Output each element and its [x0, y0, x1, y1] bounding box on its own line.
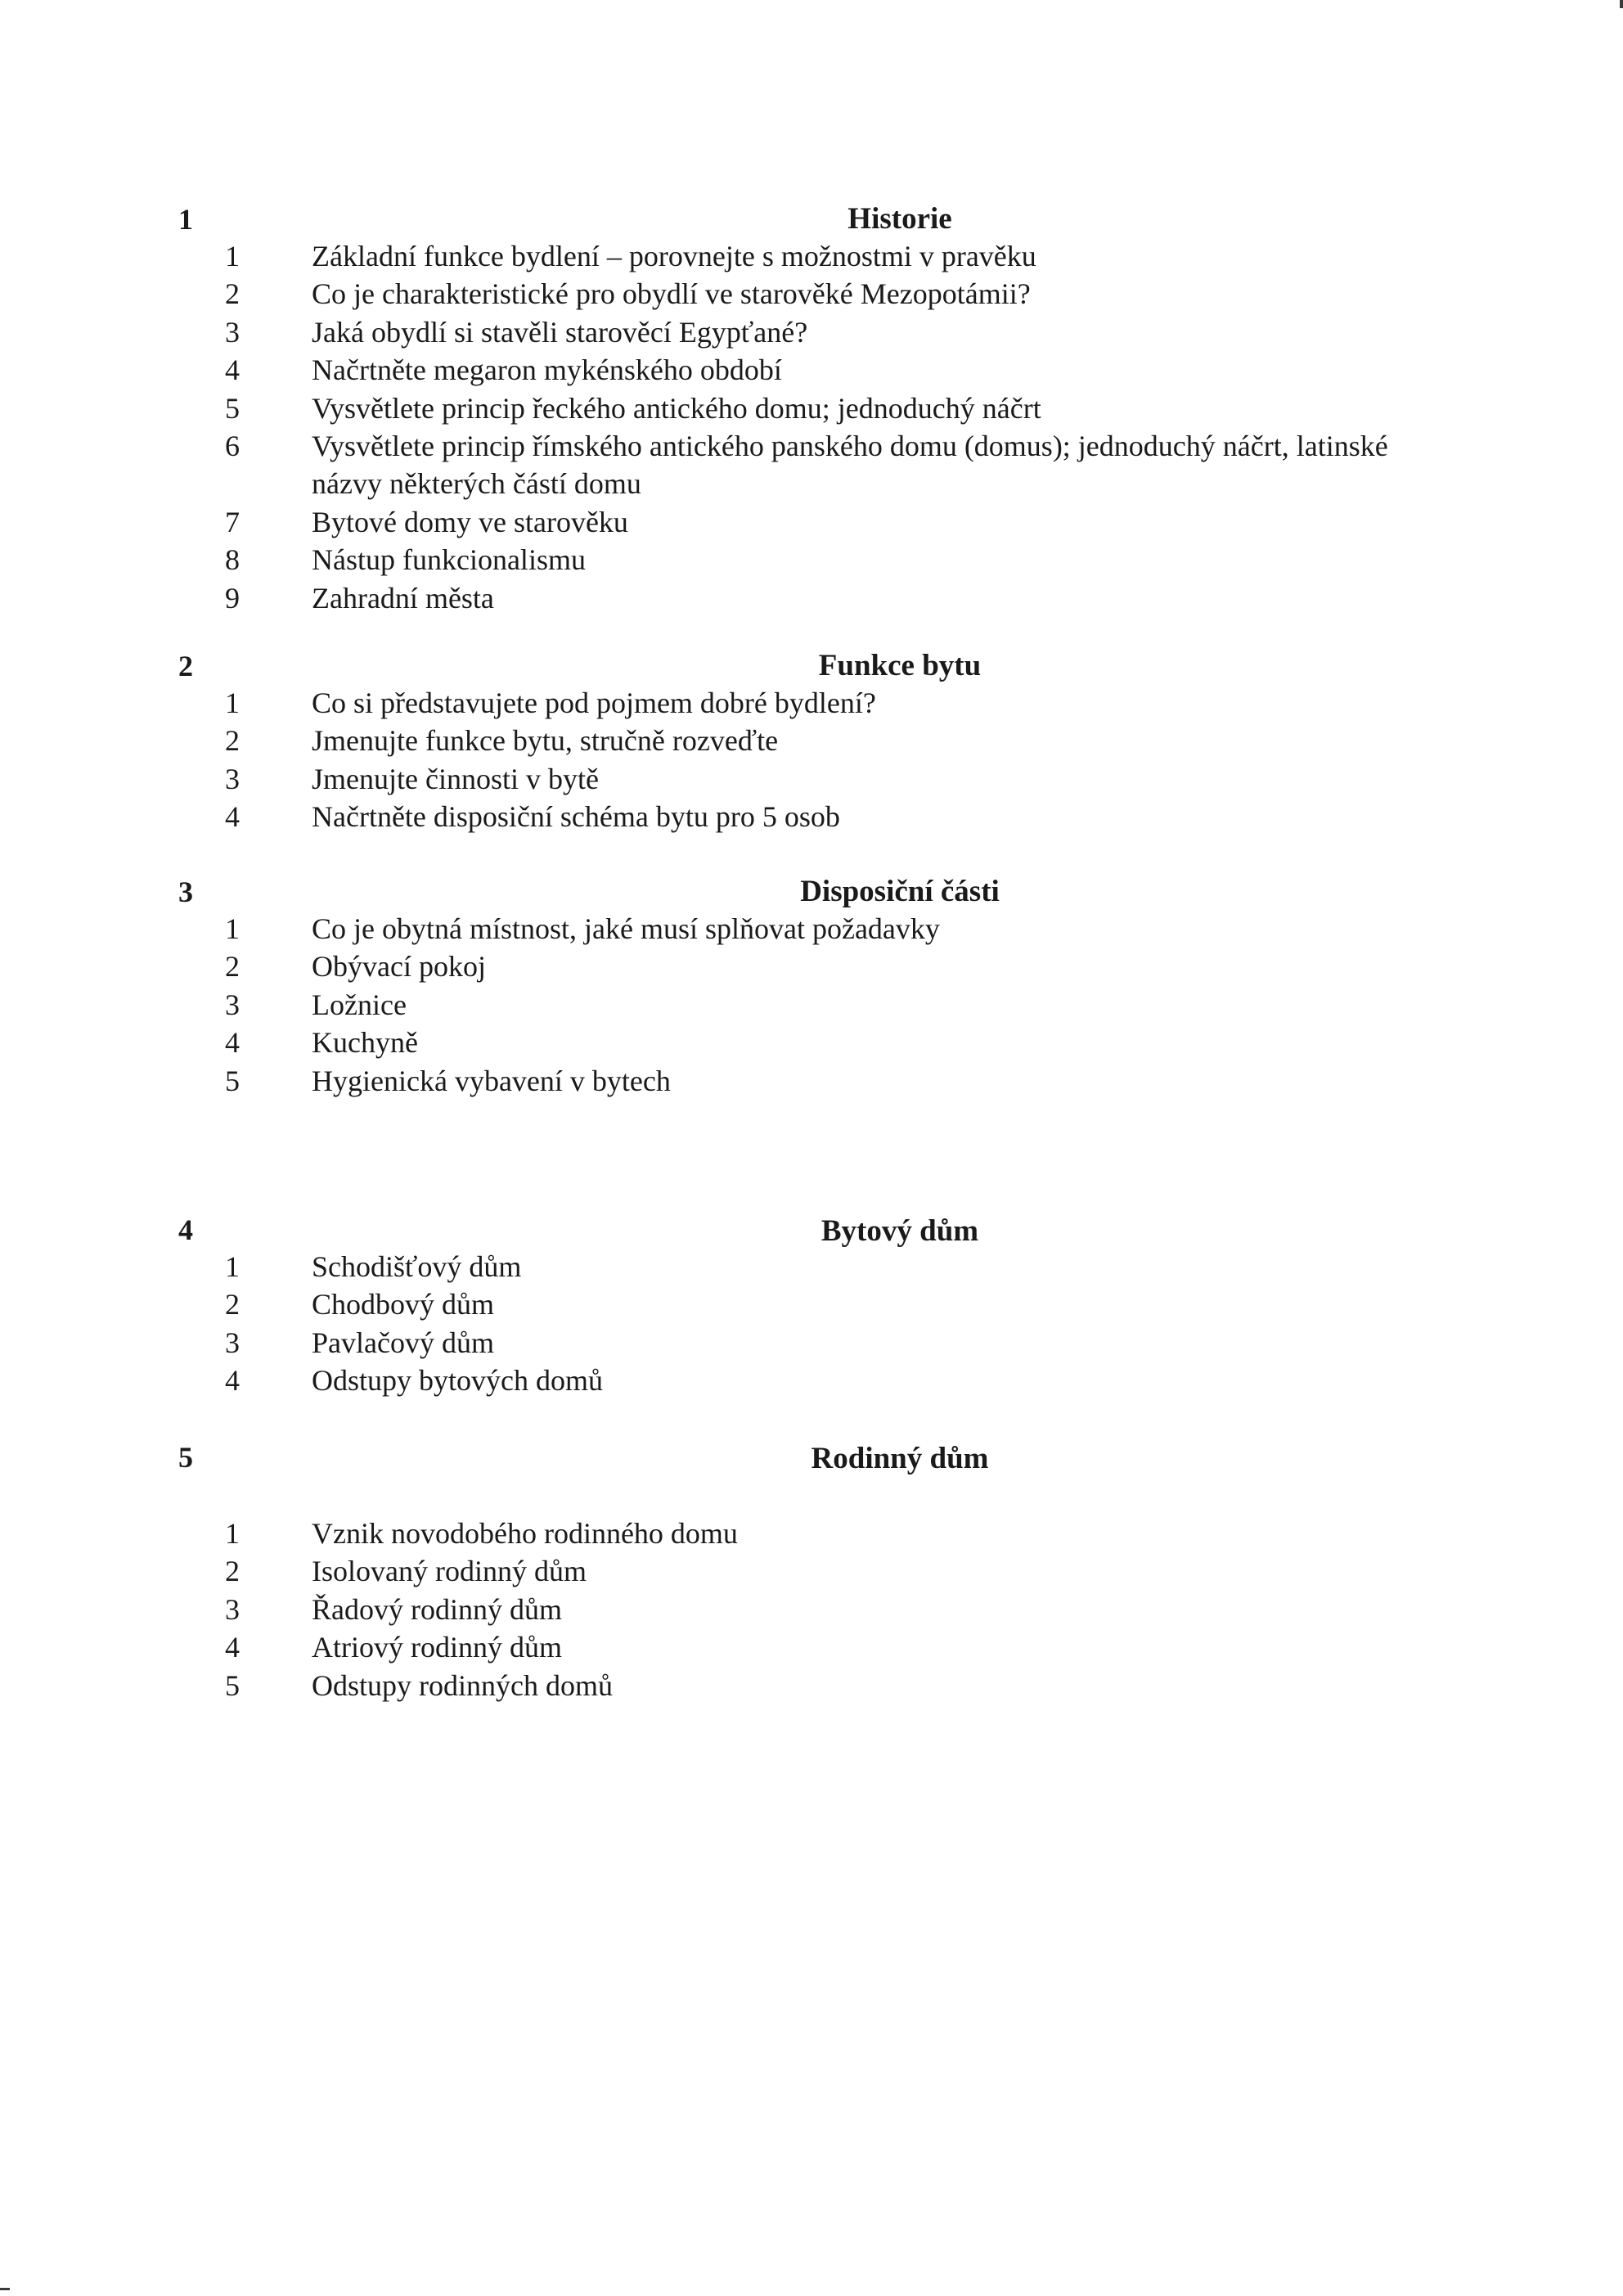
list-item	[0, 1248, 1623, 1285]
item-number: 4	[225, 1364, 240, 1398]
item-text: Isolovaný rodinný dům	[312, 1555, 587, 1588]
list-item	[0, 986, 1623, 1024]
list-item	[0, 1591, 1623, 1628]
list-item	[0, 503, 1623, 541]
list-item	[0, 1552, 1623, 1590]
item-number: 4	[225, 800, 240, 834]
item-number: 5	[225, 1064, 240, 1097]
list-item	[0, 910, 1623, 948]
item-text: Bytové domy ve starověku	[312, 505, 628, 538]
section-number: 1	[178, 203, 193, 236]
item-text: Nástup funkcionalismu	[312, 543, 586, 577]
item-number: 3	[225, 762, 240, 795]
section-title: Historie	[847, 202, 952, 236]
item-number: 1	[225, 240, 240, 272]
list-item	[0, 1285, 1623, 1323]
item-text: Odstupy rodinných domů	[312, 1668, 613, 1702]
item-list	[0, 910, 1623, 1100]
item-text: Atriový rodinný dům	[312, 1631, 562, 1664]
item-number: 2	[225, 724, 240, 758]
section-number: 3	[178, 876, 193, 908]
list-item	[0, 948, 1623, 985]
item-number: 3	[225, 1326, 240, 1359]
item-text: Schodišťový dům	[312, 1250, 522, 1283]
item-text: Obývací pokoj	[312, 950, 486, 984]
list-item	[0, 313, 1623, 351]
list-item	[0, 427, 1623, 503]
list-item	[0, 351, 1623, 389]
item-number: 2	[225, 1288, 240, 1321]
section-title: Bytový dům	[820, 1214, 979, 1248]
list-item	[0, 760, 1623, 798]
item-text: Jmenujte činnosti v bytě	[312, 762, 599, 795]
item-text: Co je obytná místnost, jaké musí splňovat požadavky	[312, 912, 940, 945]
section-number: 5	[178, 1441, 193, 1474]
item-text: Co je charakteristické pro obydlí ve starověké Mezopotámii?	[312, 277, 1031, 311]
item-number: 1	[225, 1517, 240, 1550]
item-number: 3	[225, 988, 240, 1021]
item-text: Hygienická vybavení v bytech	[312, 1064, 671, 1097]
item-number: 4	[225, 1026, 240, 1060]
item-text: Pavlačový dům	[312, 1326, 494, 1359]
item-text: Zahradní města	[312, 581, 494, 615]
item-number: 9	[225, 581, 240, 615]
list-item	[0, 275, 1623, 313]
section-title: Disposiční části	[800, 875, 1000, 908]
item-text: Chodbový dům	[312, 1288, 495, 1321]
item-text: Načrtněte disposiční schéma bytu pro 5 osob	[312, 800, 840, 834]
item-text: Kuchyně	[312, 1026, 418, 1060]
item-number: 8	[225, 543, 240, 577]
list-item	[0, 1667, 1623, 1704]
list-item	[0, 1024, 1623, 1061]
list-item	[0, 798, 1623, 835]
section-title: Funkce bytu	[818, 649, 982, 682]
item-number: 3	[225, 315, 240, 349]
item-number: 2	[225, 277, 240, 311]
item-text: Jaká obydlí si stavěli starověcí Egypťané?	[312, 315, 808, 349]
list-item	[0, 1628, 1623, 1666]
list-item	[0, 1515, 1623, 1552]
scan-edge-mark-left	[0, 2288, 10, 2290]
list-item	[0, 541, 1623, 579]
item-number: 6	[225, 429, 240, 462]
list-item	[0, 1062, 1623, 1100]
scan-edge-mark-right	[1620, 0, 1623, 8]
list-item	[0, 389, 1623, 427]
item-number: 5	[225, 1668, 240, 1702]
item-text: Vysvětlete princip římského antického panského domu (domus); jednoduchý náčrt, latinské názvy některých částí domu	[312, 429, 1388, 500]
section-title: Rodinný dům	[811, 1442, 989, 1475]
section-number: 2	[178, 650, 193, 682]
list-item	[0, 1362, 1623, 1399]
item-list	[0, 1248, 1623, 1400]
item-text: Vznik novodobého rodinného domu	[312, 1517, 738, 1550]
section-number: 4	[178, 1213, 193, 1246]
item-text: Načrtněte megaron mykénského období	[312, 353, 782, 387]
item-text: Vysvětlete princip řeckého antického domu; jednoduchý náčrt	[312, 391, 1041, 425]
item-number: 1	[225, 912, 240, 945]
item-number: 4	[225, 353, 240, 387]
item-number: 3	[225, 1592, 240, 1626]
list-item	[0, 237, 1623, 275]
item-number: 2	[225, 950, 240, 984]
item-text: Základní funkce bydlení – porovnejte s možnostmi v pravěku	[312, 240, 1036, 272]
list-item	[0, 579, 1623, 617]
item-list	[0, 1515, 1623, 1704]
item-number: 2	[225, 1555, 240, 1588]
item-number: 4	[225, 1631, 240, 1664]
item-text: Odstupy bytových domů	[312, 1364, 603, 1398]
list-item	[0, 722, 1623, 759]
item-number: 7	[225, 505, 240, 538]
list-item	[0, 684, 1623, 722]
item-text: Ložnice	[312, 988, 407, 1021]
item-list	[0, 684, 1623, 836]
item-text: Jmenujte funkce bytu, stručně rozveďte	[312, 724, 779, 758]
item-text: Řadový rodinný dům	[312, 1592, 562, 1626]
item-text: Co si představujete pod pojmem dobré bydlení?	[312, 687, 876, 719]
item-list	[0, 237, 1623, 617]
item-number: 5	[225, 391, 240, 425]
item-number: 1	[225, 687, 240, 719]
list-item	[0, 1324, 1623, 1362]
item-number: 1	[225, 1250, 240, 1283]
